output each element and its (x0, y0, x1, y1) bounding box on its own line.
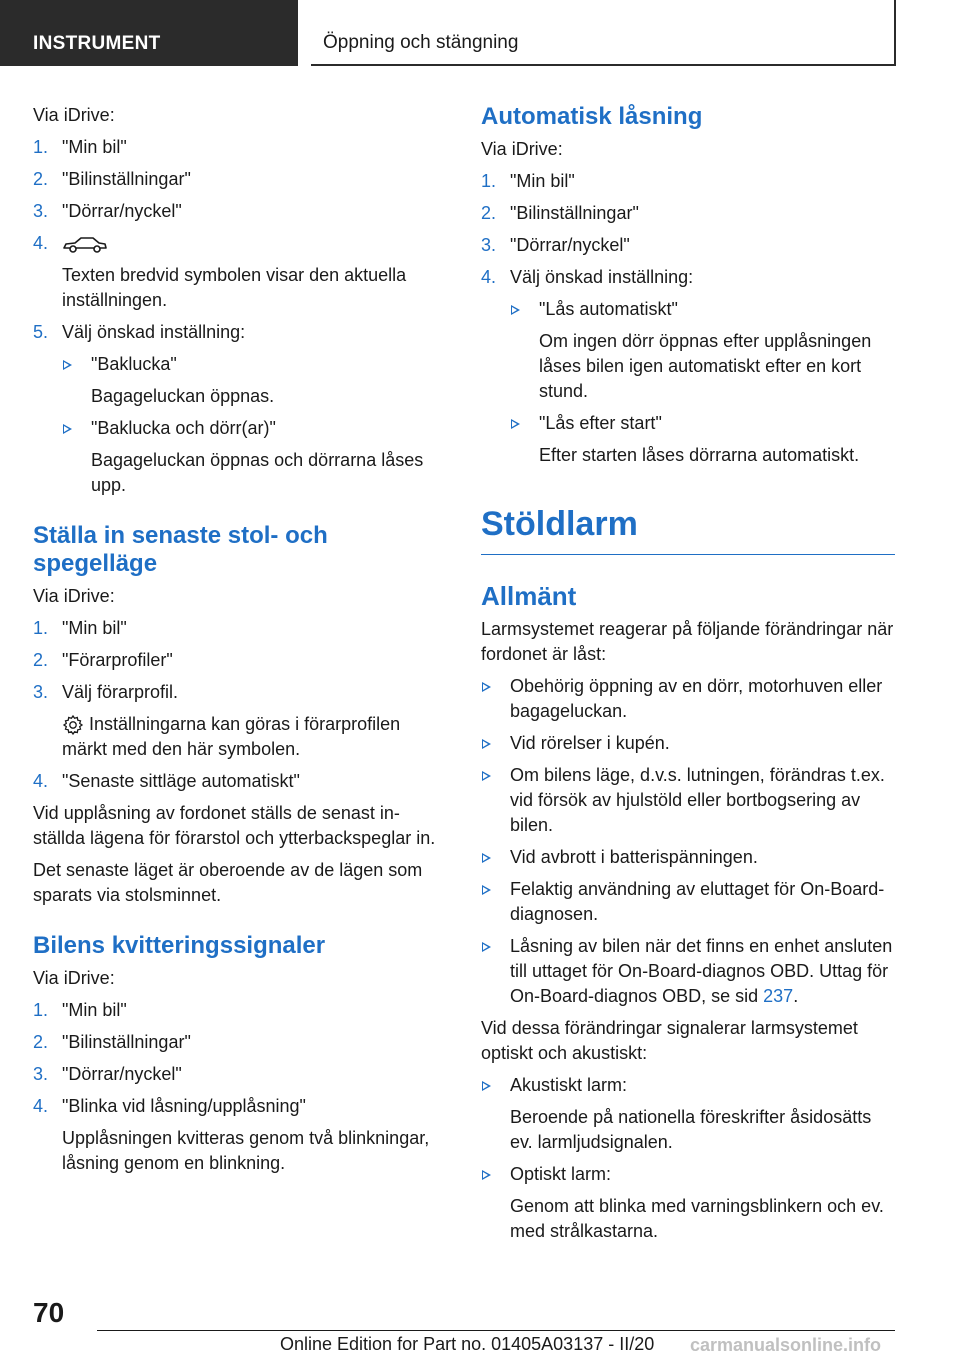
intro-text: Via iDrive: (481, 139, 563, 159)
note-text: Inställningarna kan göras i förarprofilen märkt med den här symbolen. (62, 714, 401, 759)
left-column (33, 103, 445, 1183)
list-item: 4. Välj önskad inställning: "Lås automatiskt" Om ingen dörr öppnas efter upplåsningen låses bilen igen automatiskt efter en kort stund. "Lås efter start" Efter starten låses dörrarna automatiskt. (481, 265, 895, 468)
section-heading: Ställa in senaste stol- och spegelläge (33, 522, 328, 577)
chapter-tab: INSTRUMENT (0, 0, 298, 66)
steps-list (33, 135, 445, 498)
steps-list (33, 616, 445, 794)
list-item: 3. Välj förarprofil. Inställningarna kan göras i förarprofilen märkt med den här symbolen. (33, 680, 445, 762)
triangle-bullet-icon (511, 419, 520, 429)
edition-text: Online Edition for Part no. 01405A03137 - II/20 (280, 1334, 655, 1354)
bullet-list (481, 1073, 895, 1244)
list-item: 2. "Bilinställningar" (33, 169, 191, 189)
list-item: Akustiskt larm: Beroende på nationella föreskrifter åsidosätts ev. larmljudsignalen. (481, 1073, 895, 1155)
right-column (481, 103, 895, 1251)
page-link[interactable]: 237 (763, 986, 794, 1006)
list-item: 2. "Bilinställningar" (33, 1032, 191, 1052)
list-item: 4. "Senaste sittläge automatiskt" (33, 771, 300, 791)
intro-text: Via iDrive: (33, 586, 115, 606)
options-list (62, 352, 445, 498)
triangle-bullet-icon (482, 739, 491, 749)
list-item: 1. "Min bil" (481, 171, 575, 191)
triangle-bullet-icon (482, 682, 491, 692)
triangle-bullet-icon (63, 360, 72, 370)
paragraph: Vid dessa förändringar signalerar larmsystemet optiskt och akustiskt: (481, 1018, 858, 1063)
triangle-bullet-icon (482, 885, 491, 895)
chapter-heading: Stöldlarm (481, 504, 895, 555)
list-item: 4. "Blinka vid låsning/upplåsning" Upplåsningen kvitteras genom två blinkningar, låsning genom en blinkning. (33, 1096, 430, 1173)
list-item: 3. "Dörrar/nyckel" (481, 235, 630, 255)
list-item: 2. "Bilinställningar" (481, 203, 639, 223)
triangle-bullet-icon (63, 424, 72, 434)
list-item: Obehörig öppning av en dörr, motorhuven eller bagageluckan. (481, 674, 895, 724)
list-item: 1. "Min bil" (33, 137, 127, 157)
triangle-bullet-icon (482, 1170, 491, 1180)
section-heading: Bilens kvitteringssignaler (33, 932, 326, 959)
list-item: Om bilens läge, d.v.s. lutningen, förändras t.ex. vid försök av hjulstöld eller bortbogsering av bilen. (481, 763, 895, 838)
option-item: "Lås automatiskt" Om ingen dörr öppnas efter upplåsningen låses bilen igen automatiskt efter en kort stund. (510, 297, 895, 404)
car-icon (62, 233, 108, 253)
intro-text: Via iDrive: (33, 105, 115, 125)
triangle-bullet-icon (482, 771, 491, 781)
list-item: 3. "Dörrar/nyckel" (33, 1064, 182, 1084)
page-number: 70 (33, 1297, 65, 1328)
gear-icon (62, 714, 89, 734)
section-tab: Öppning och stängning (311, 0, 896, 66)
paragraph: Det senaste läget är oberoende av de lägen som sparats via stolsminnet. (33, 860, 423, 905)
option-item: "Baklucka och dörr(ar)" Bagageluckan öppnas och dörrarna låses upp. (62, 416, 445, 498)
triangle-bullet-icon (482, 942, 491, 952)
page-header (0, 0, 960, 66)
list-item: Vid avbrott i batterispänningen. (481, 845, 895, 870)
list-item: 3. "Dörrar/nyckel" (33, 201, 182, 221)
option-item: "Baklucka" Bagageluckan öppnas. (62, 352, 445, 409)
paragraph: Vid upplåsning av fordonet ställs de senast inställda lägena för förarstol och ytterbackspeglar in. (33, 803, 436, 848)
triangle-bullet-icon (511, 305, 520, 315)
steps-list (33, 998, 445, 1176)
section-heading: Automatisk låsning (481, 103, 703, 130)
list-item: Optiskt larm: Genom att blinka med varningsblinkern och ev. med strålkastarna. (481, 1162, 895, 1244)
section-heading: Allmänt (481, 581, 577, 611)
list-item: 2. "Förarprofiler" (33, 650, 173, 670)
list-item: 4. Texten bredvid symbolen visar den aktuella inställningen. (33, 233, 407, 310)
option-item: "Lås efter start" Efter starten låses dörrarna automatiskt. (510, 411, 895, 468)
list-item: Vid rörelser i kupén. (481, 731, 895, 756)
intro-text: Via iDrive: (33, 968, 115, 988)
paragraph: Larmsystemet reagerar på följande förändringar när fordonet är låst: (481, 619, 894, 664)
footer-divider (97, 1330, 895, 1331)
triangle-bullet-icon (482, 853, 491, 863)
list-item: 1. "Min bil" (33, 618, 127, 638)
list-item: 5. Välj önskad inställning: "Baklucka" Bagageluckan öppnas. "Baklucka och dörr(ar)" Bagageluckan öppnas och dörrarna låses upp. (33, 320, 445, 498)
steps-list (481, 169, 895, 468)
options-list (510, 297, 895, 468)
triangle-bullet-icon (482, 1081, 491, 1091)
list-item: Felaktig användning av eluttaget för On-Board-diagnosen. (481, 877, 895, 927)
list-item: 1. "Min bil" (33, 1000, 127, 1020)
watermark: carmanualsonline.info (690, 1335, 882, 1355)
bullet-list (481, 674, 895, 1009)
list-item: Låsning av bilen när det finns en enhet ansluten till uttaget för On-Board-diagnos OBD. Uttag för On-Board-diagnos OBD, se sid 237. (481, 934, 895, 1009)
